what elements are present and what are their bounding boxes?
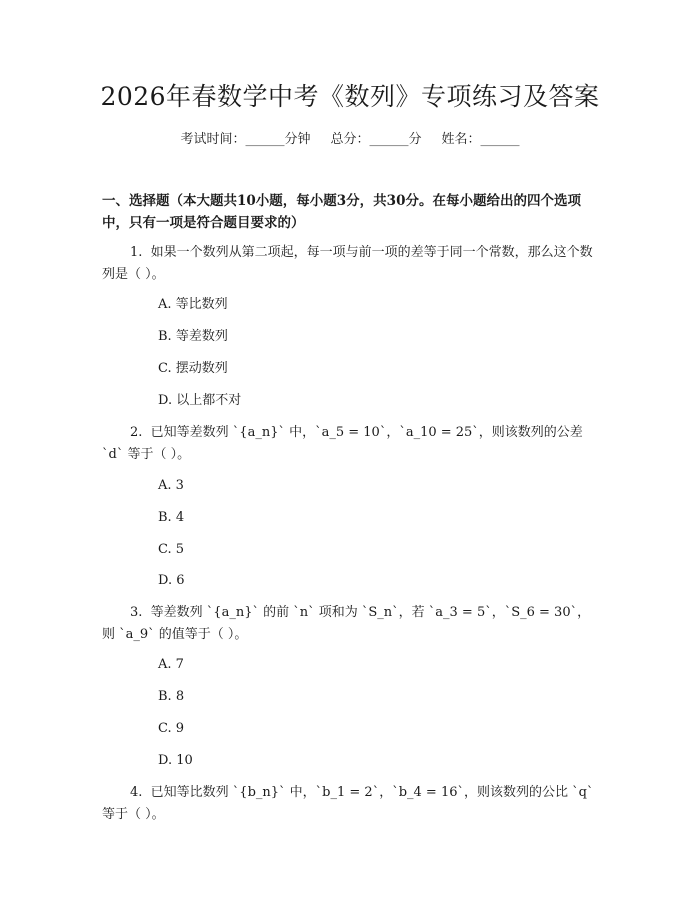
question-3-option-a: A. 7 (158, 657, 184, 672)
page-title: 2026年春数学中考《数列》专项练习及答案 (100, 82, 600, 111)
total-score-field: 总分：______分 (330, 132, 422, 147)
exam-meta (0, 130, 700, 150)
question-3-option-b: B. 8 (158, 689, 185, 704)
question-1-option-b: B. 等差数列 (158, 329, 228, 344)
question-2-option-a: A. 3 (158, 478, 184, 493)
question-3-option-c: C. 9 (158, 721, 185, 736)
question-2-option-c: C. 5 (158, 542, 185, 557)
question-2-option-d: D. 6 (158, 573, 185, 588)
section-heading: 一、选择题（本大题共10小题，每小题3分，共30分。在每小题给出的四个选项中，只有一项是符合题目要求的） (102, 193, 581, 231)
question-3: 3. 等差数列 `{a_n}` 的前 `n` 项和为 `S_n`，若 `a_3 = 5`，`S_6 = 30`，则 `a_9` 的值等于（ ）。 (102, 605, 591, 642)
exam-time-field: 考试时间：______分钟 (180, 132, 311, 147)
question-1-option-d: D. 以上都不对 (158, 393, 242, 408)
question-2-option-b: B. 4 (158, 510, 185, 525)
question-1-option-a: A. 等比数列 (158, 297, 228, 312)
question-1-option-c: C. 摆动数列 (158, 361, 228, 376)
question-2: 2. 已知等差数列 `{a_n}` 中，`a_5 = 10`，`a_10 = 25`，则该数列的公差 `d` 等于（ ）。 (102, 425, 587, 462)
question-3-option-d: D. 10 (158, 753, 193, 768)
student-name-field: 姓名：______ (441, 132, 520, 147)
question-1: 1. 如果一个数列从第二项起，每一项与前一项的差等于同一个常数，那么这个数列是（ ）。 (102, 245, 593, 282)
question-4: 4. 已知等比数列 `{b_n}` 中，`b_1 = 2`，`b_4 = 16`，则该数列的公比 `q` 等于（ ）。 (102, 785, 598, 822)
